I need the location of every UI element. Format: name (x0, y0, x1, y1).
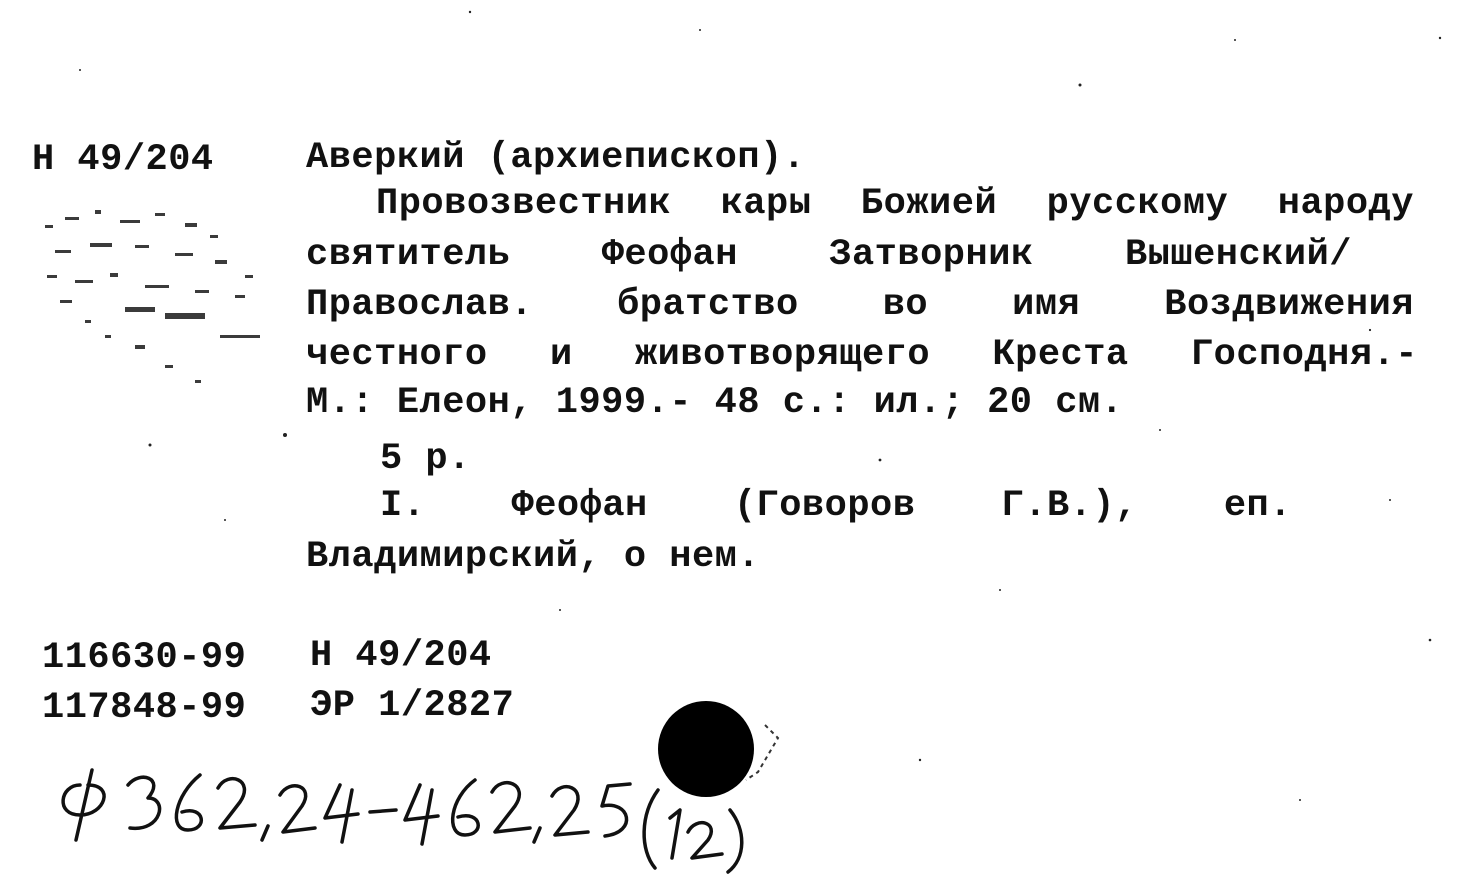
title-line-3 (306, 283, 1414, 327)
title-word: Господня.- (1190, 334, 1418, 376)
holding-location: ЭР 1/2827 (310, 685, 515, 727)
title-word: русскому (1046, 183, 1229, 225)
title-line-1 (376, 182, 1414, 226)
title-word: Феофан (601, 234, 738, 276)
subject-word: Г.В.), (1001, 485, 1138, 527)
subject-word: I. (380, 485, 426, 527)
title-word: Божией (860, 183, 998, 225)
title-line-2 (306, 233, 1352, 277)
title-line-4 (306, 333, 1418, 377)
accession-number: 117848-99 (42, 687, 247, 729)
subject-line-2: Владимирский, о нем. (306, 536, 761, 578)
title-word: и (549, 334, 573, 376)
subject-word: еп. (1223, 485, 1292, 527)
title-word: кары (720, 183, 812, 225)
title-word: Воздвижения (1164, 284, 1414, 326)
stamp-smudge (35, 195, 285, 395)
author-heading: Аверкий (архиепископ). (306, 137, 806, 179)
title-word: во (882, 284, 929, 326)
subject-word: Феофан (511, 485, 648, 527)
title-word: святитель (306, 234, 511, 276)
holding-location: Н 49/204 (310, 635, 492, 677)
title-word: честного (306, 334, 488, 376)
title-word: Православ. (306, 284, 534, 326)
title-word: народу (1277, 183, 1414, 225)
title-word: Провозвестник (376, 183, 672, 225)
handwritten-note (40, 740, 760, 874)
title-word: Затворник (829, 234, 1034, 276)
imprint-line: М.: Елеон, 1999.- 48 с.: ил.; 20 см. (306, 382, 1124, 424)
subject-line-1 (380, 484, 1292, 528)
title-word: братство (617, 284, 799, 326)
title-word: имя (1012, 284, 1081, 326)
title-word: Креста (992, 334, 1129, 376)
shelf-mark: Н 49/204 (32, 139, 214, 181)
subject-word: (Говоров (733, 485, 916, 527)
price: 5 р. (380, 438, 471, 480)
title-word: Вышенский/ (1124, 234, 1352, 276)
accession-number: 116630-99 (42, 637, 247, 679)
title-word: животворящего (634, 334, 931, 376)
